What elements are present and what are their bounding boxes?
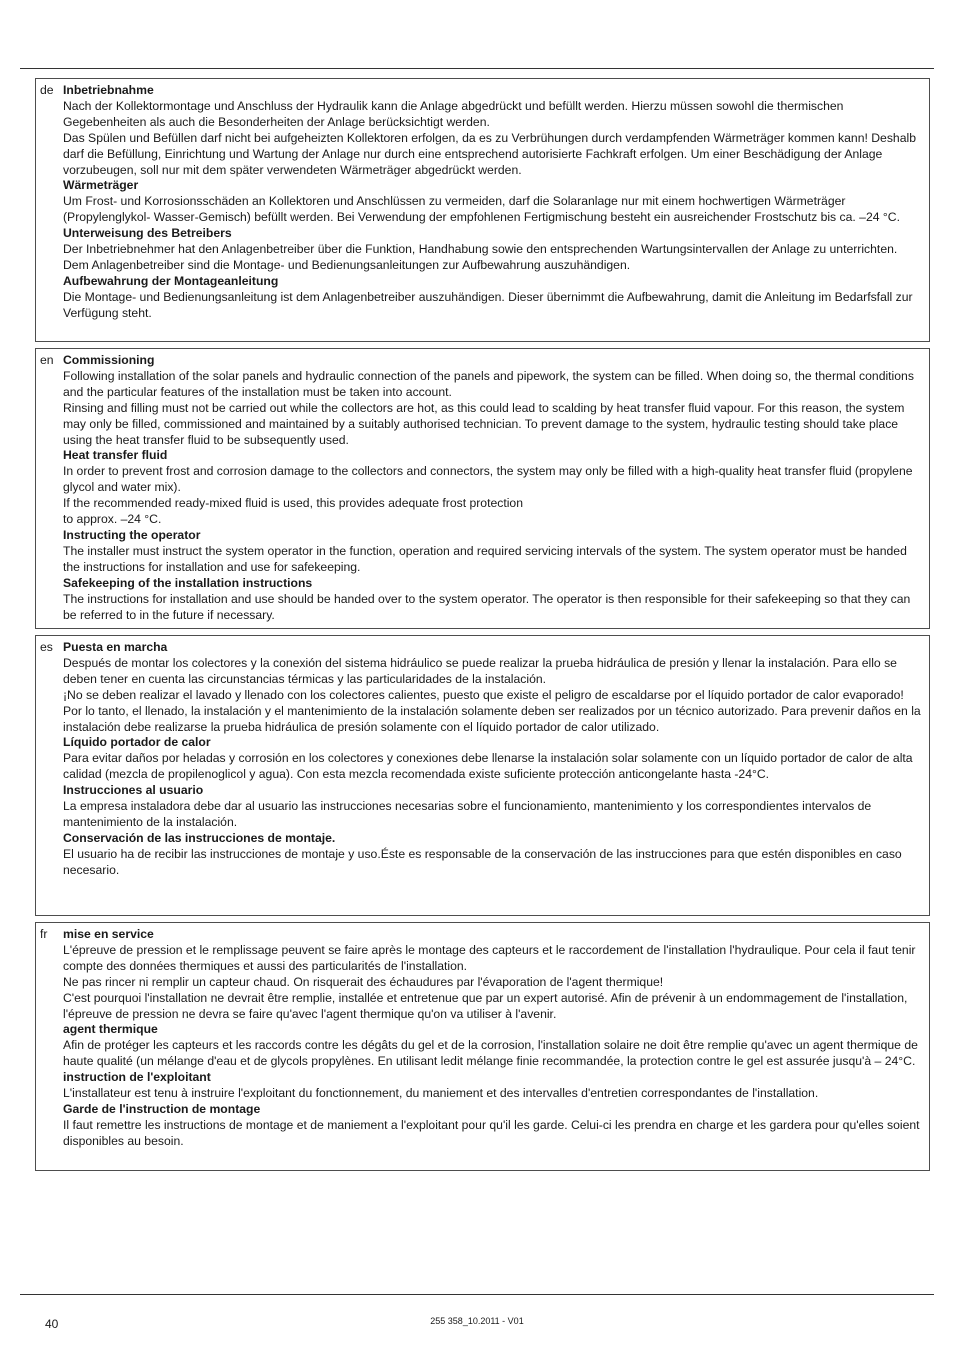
section-heading: Aufbewahrung der Montageanleitung [63,273,279,288]
paragraph: Ne pas rincer ni remplir un capteur chaud. On risquerait des échaudures par l'évaporation de l'agent thermique! [63,974,664,989]
section-es [35,635,930,916]
paragraph: Rinsing and filling must not be carried out while the collectors are hot, as this could lead to scalding by heat transfer fluid vapour. For this reason, the system may only be filled, commissioned and maintained by a suitably authorised technician. To prevent damage to the system, hydraulic testing should take place using the heat transfer fluid to be subsequently used. [63,400,905,447]
section-content [63,83,925,322]
paragraph: In order to prevent frost and corrosion damage to the collectors and connectors, the system may only be filled with a high-quality heat transfer fluid (propylene glycol and water mix). [63,464,913,495]
paragraph: Afin de protéger les capteurs et les raccords contre les dégâts du gel et de la corrosion, l'installation solaire ne doit être remplie qu'avec un agent thermique de haute qualité (un mélange d'eau et de glycols propylènes. En utilisant ledit mélange finie recommandée, la protection contre le gel est assurée jusqu'à – 24°C. [63,1038,918,1069]
section-heading: Wärmeträger [63,178,139,193]
paragraph: C'est pourquoi l'installation ne devrait être remplie, installée et entretenue que par un expert autorisé. Afin de prévenir à un endommagement de l'installation, l'épreuve de pression ne devra se faire qu'avec l'agent thermique qu'on va utiliser à l'avenir. [63,990,908,1021]
paragraph: The instructions for installation and use should be handed over to the system operator. The operator is then responsible for their safekeeping so that they can be referred to in the future if necessary. [63,591,911,622]
language-code: fr [40,927,48,941]
language-code: en [40,353,54,367]
section-heading: instruction de l'exploitant [63,1070,211,1085]
section-content [63,640,925,879]
section-heading: Inbetriebnahme [63,83,154,97]
section-en [35,348,930,629]
top-rule [20,68,934,69]
paragraph: ¡No se deben realizar el lavado y llenado con los colectores calientes, puesto que existe el peligro de escaldarse por el líquido portador de calor evaporado! [63,687,904,702]
section-de [35,78,930,342]
paragraph: La empresa instaladora debe dar al usuario las instrucciones necesarias sobre el funcionamiento, mantenimiento y los correspondientes intervalos de mantenimiento de la instalación. [63,799,872,829]
section-content [63,927,925,1150]
paragraph: Die Montage- und Bedienungsanleitung ist dem Anlagenbetreiber auszuhändigen. Dieser übernimmt die Aufbewahrung, damit die Anleitung im Bedarfsfall zur Verfügung steht. [63,289,913,320]
section-heading: Unterweisung des Betreibers [63,226,232,241]
section-heading: Instructing the operator [63,527,201,542]
paragraph: El usuario ha de recibir las instrucciones de montaje y uso.Éste es responsable de la conservación de las instrucciones para que estén disponibles en caso necesario. [63,846,902,877]
section-content [63,353,925,623]
paragraph: Nach der Kollektormontage und Anschluss der Hydraulik kann die Anlage abgedrückt und befüllt werden. Hierzu müssen sowohl die thermischen Gegebenheiten als auch die Besonderheiten der Anlage berücksichtigt werden. [63,98,844,129]
paragraph: to approx. –24 °C. [63,512,162,527]
language-code: es [40,640,53,654]
paragraph: Después de montar los colectores y la conexión del sistema hidráulico se puede realizar la prueba hidráulica de presión y llenar la instalación. Para ello se deben tener en cuenta las circunstancias térmicas y las particularidades de la instalación. [63,655,897,686]
paragraph: Por lo tanto, el llenado, la instalación y el mantenimiento de la instalación solamente deben ser realizados por un técnico autorizado. Para prevenir daños en la instalación debe realizarse la prueba hidráulica de presión solamente con el líquido portador de calor utilizado. [63,703,921,734]
paragraph: If the recommended ready-mixed fluid is used, this provides adequate frost protection [63,496,523,511]
paragraph: Der Inbetriebnehmer hat den Anlagenbetreiber über die Funktion, Handhabung sowie den entsprechenden Wartungsintervallen der Anlage zu unterrichten. Dem Anlagenbetreiber sind die Montage- und Bedienungsanleitungen zur Aufbewahrung auszuhändigen. [63,242,898,272]
section-heading: Heat transfer fluid [63,448,168,463]
section-heading: Safekeeping of the installation instructions [63,575,313,590]
section-heading: Líquido portador de calor [63,735,211,750]
page-number: 40 [45,1317,59,1331]
section-heading: agent thermique [63,1022,158,1037]
section-fr [35,922,930,1171]
paragraph: Para evitar daños por heladas y corrosión en los colectores y conexiones debe llenarse la instalación solar solamente con un líquido portador de calor de alta calidad (mezcla de propilenoglicol y agua). Con esta mezcla recomendada existe suficiente protección anticongelante hasta -24°C. [63,751,913,782]
paragraph: L'installateur est tenu à instruire l'exploitant du fonctionnement, du maniement et des intervalles d'entretien correspondantes de l'installation. [63,1086,819,1101]
section-heading: Instrucciones al usuario [63,783,204,798]
bottom-rule [20,1294,934,1295]
paragraph: Following installation of the solar panels and hydraulic connection of the panels and pipework, the system can be filled. When doing so, the thermal conditions and the particular features of the installation must be taken into account. [63,368,914,399]
paragraph: The installer must instruct the system operator in the function, operation and required servicing intervals of the system. The system operator must be handed the instructions for installation and use for safekeeping. [63,543,907,574]
document-reference: 255 358_10.2011 - V01 [430,1316,524,1326]
paragraph: Um Frost- und Korrosionsschäden an Kollektoren und Anschlüssen zu vermeiden, darf die Solaranlage nur mit einem hochwertigen Wärmeträger (Propylenglykol- Wasser-Gemisch) befüllt werden. Bei Verwendung der empfohlenen Fertigmischung besteht ein ausreichender Frostschutz bis ca. –24 °C. [63,194,900,225]
section-heading: Garde de l'instruction de montage [63,1101,261,1116]
section-heading: Conservación de las instrucciones de montaje. [63,830,336,845]
section-heading: mise en service [63,927,154,941]
section-heading: Puesta en marcha [63,640,168,654]
paragraph: L'épreuve de pression et le remplissage peuvent se faire après le montage des capteurs et le raccordement de l'installation l'hydraulique. Pour cela il faut tenir compte des données thermiques et aussi des particularités de l'installation. [63,942,916,973]
paragraph: Il faut remettre les instructions de montage et de maniement a l'exploitant pour qu'il les garde. Celui-ci les prendra en charge et les gardera pour qu'elles soient disponibles au besoin. [63,1117,920,1148]
paragraph: Das Spülen und Befüllen darf nicht bei aufgeheizten Kollektoren erfolgen, da es zu Verbrühungen durch verdampfenden Wärmeträger kommen kann! Deshalb darf die Befüllung, Einrichtung und Wartung der Anlage nur durch eine entsprechend autorisierte Fachkraft erfolgen. Um einer Beschädigung der Anlage vorzubeugen, soll nur mit dem später verwendeten Wärmeträger abgedrückt werden. [63,130,916,177]
section-heading: Commissioning [63,353,155,367]
language-code: de [40,83,54,97]
